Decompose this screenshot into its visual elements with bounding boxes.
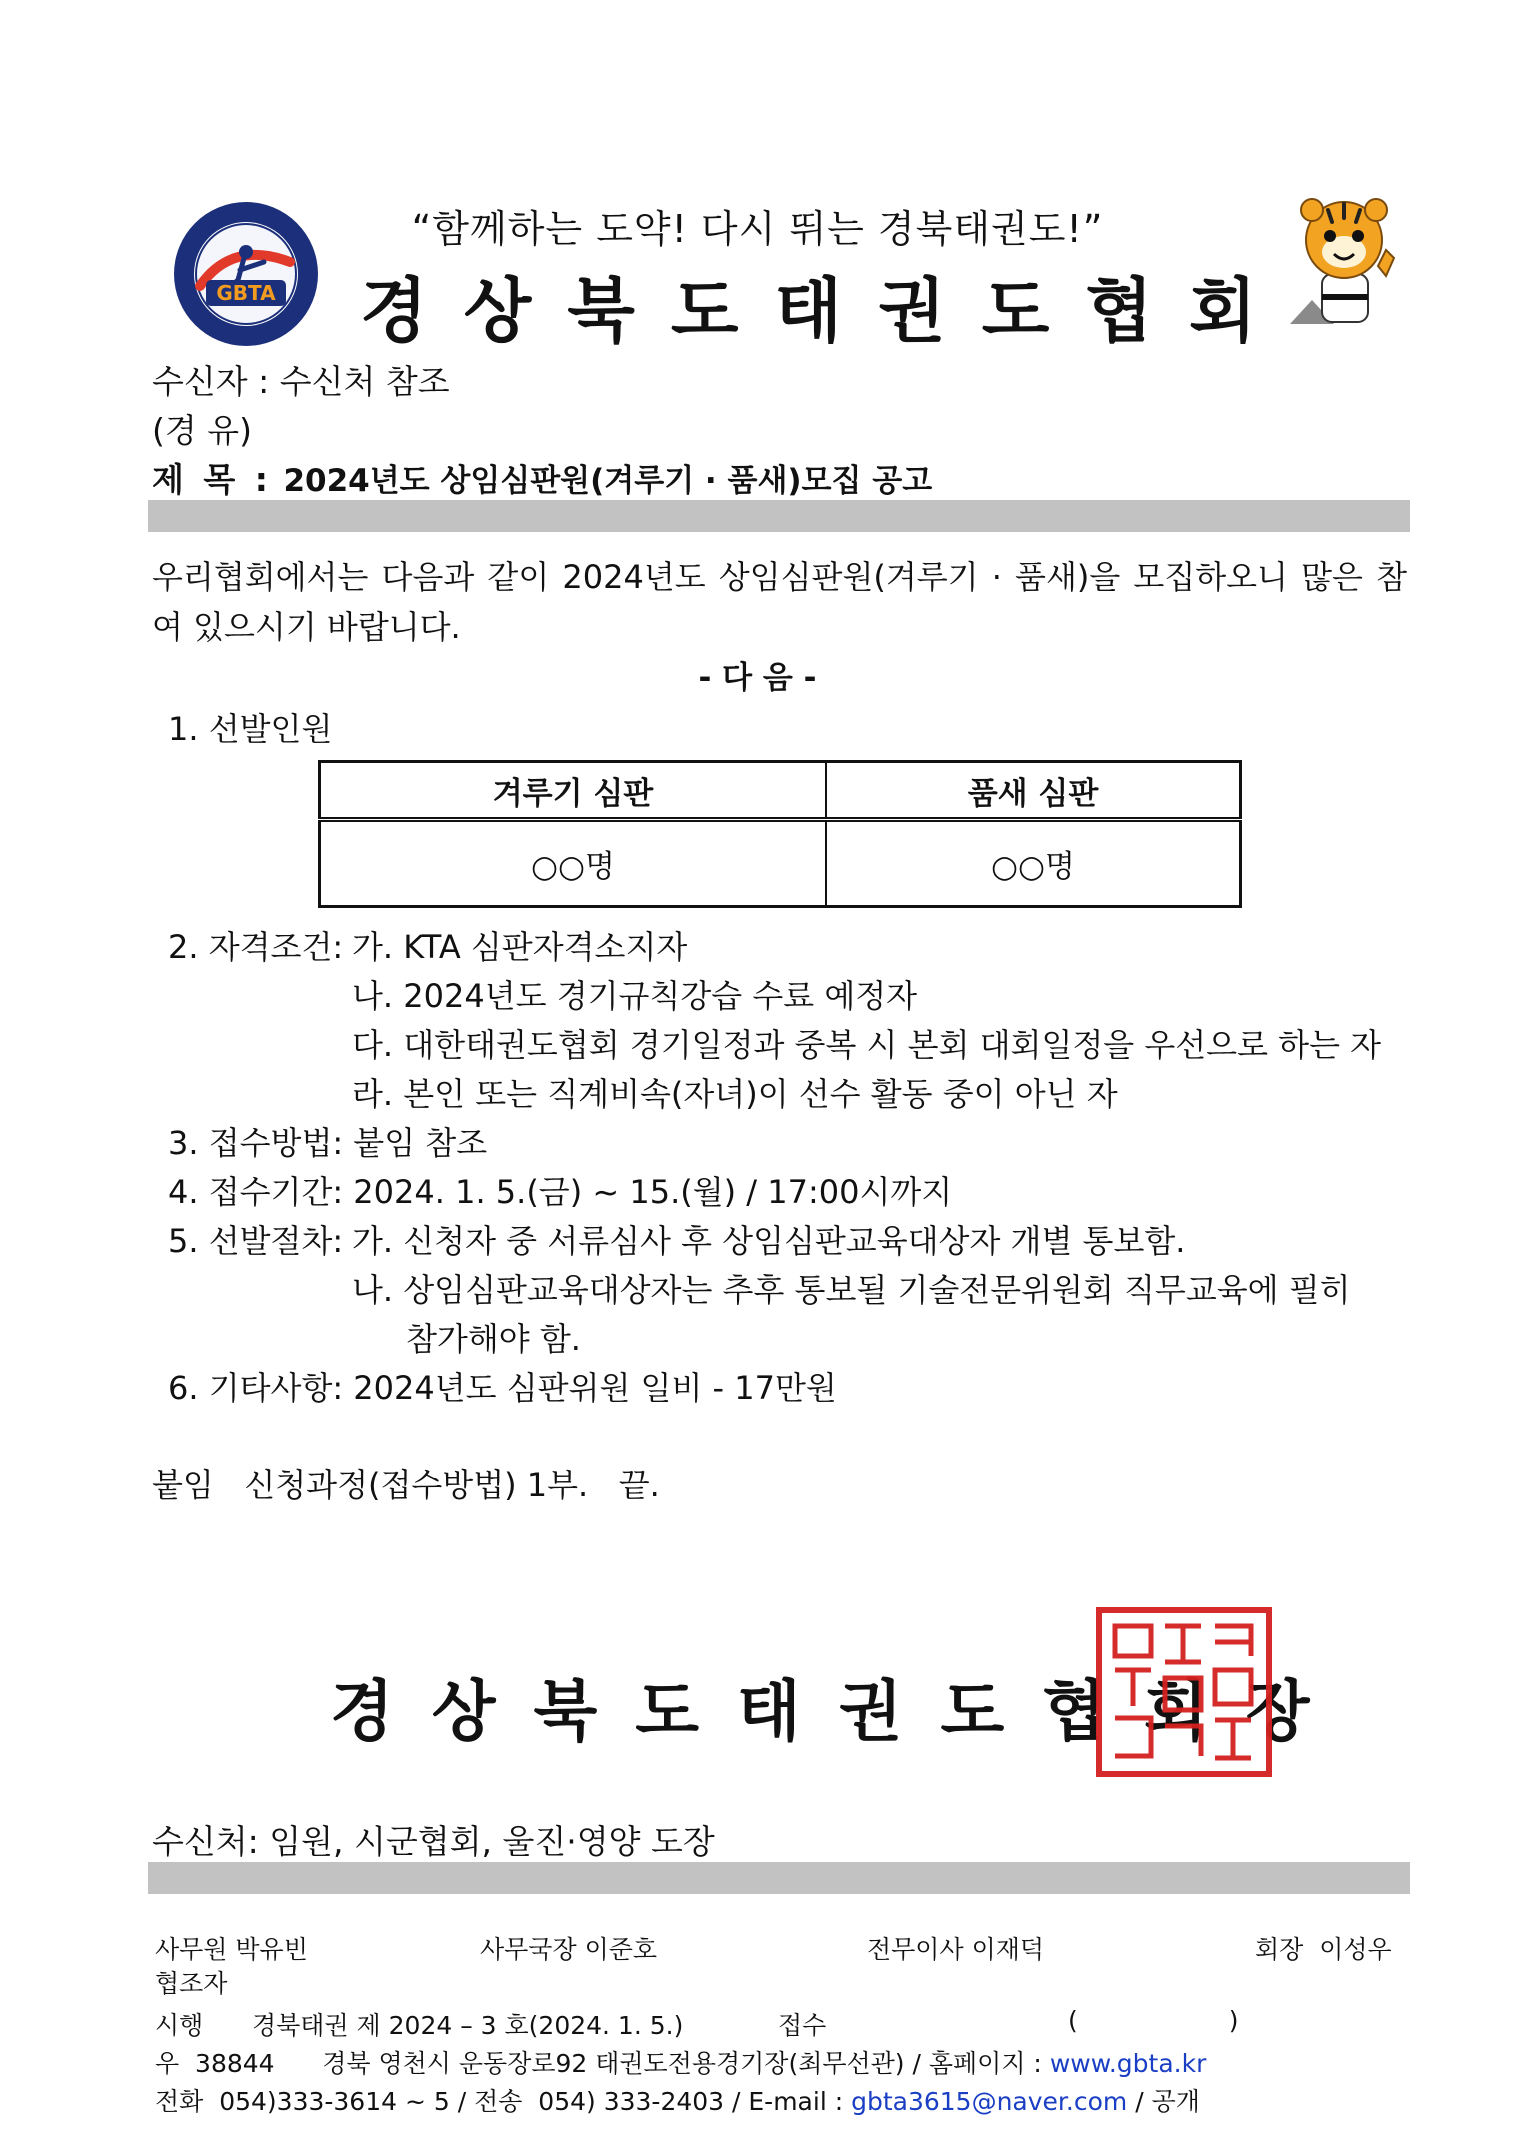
organization-title: 경상북도태권도협회 (360, 270, 1293, 352)
item-5-line-3: 참가해야 함. (406, 1320, 581, 1358)
subject-line (152, 454, 932, 501)
receipt-value: ( ) (1068, 2006, 1239, 2035)
tiger-mascot-icon (1282, 196, 1404, 336)
official-seal-icon (1095, 1606, 1273, 1778)
table-cell-kyorugi: ○○명 (530, 849, 615, 885)
item-2-line-4: 라. 본인 또는 직계비속(자녀)이 선수 활동 중이 아닌 자 (352, 1075, 1118, 1113)
staff-3: 전무이사 이재덕 (867, 1935, 1045, 1964)
collaborator-label: 협조자 (155, 1969, 228, 1998)
intro-paragraph: 우리협회에서는 다음과 같이 2024년도 상임심판원(겨루기 · 품새)을 모집하오니 많은 참여 있으시기 바랍니다. (152, 558, 1407, 646)
item-2-label: 2. 자격조건: (168, 928, 344, 966)
via-line: (경 유) (152, 411, 252, 450)
logo-text: GBTA (216, 281, 276, 305)
staff-4: 회장 이성우 (1255, 1935, 1392, 1964)
item-2-line-3: 다. 대한태권도협회 경기일정과 중복 시 본회 대회일정을 우선으로 하는 자 (352, 1026, 1382, 1064)
receipt-label: 접수 (778, 2011, 827, 2040)
address-line: 우 38844 경북 영천시 운동장로92 태권도전용경기장(최무선관) / 홈페이지 : www.gbta.kr (155, 2049, 1207, 2078)
subject-text: 2024년도 상임심판원(겨루기 · 품새)모집 공고 (283, 463, 933, 499)
header-divider (148, 500, 1410, 532)
item-4: 4. 접수기간: 2024. 1. 5.(금) ~ 15.(월) / 17:00시까지 (168, 1173, 953, 1211)
selection-table (318, 760, 1242, 908)
enforce-number: 경북태권 제 2024 – 3 호(2024. 1. 5.) (252, 2011, 684, 2040)
association-logo (172, 200, 320, 348)
slogan: “함께하는 도약! 다시 뛰는 경북태권도!” (411, 207, 1104, 251)
subject-label: 제 목 : (152, 460, 272, 499)
homepage-link[interactable]: www.gbta.kr (1049, 2049, 1207, 2078)
next-heading: - 다 음 - (698, 660, 817, 696)
item-1: 1. 선발인원 (168, 710, 333, 748)
item-5-line-1: 가. 신청자 중 서류심사 후 상임심판교육대상자 개별 통보함. (352, 1222, 1186, 1260)
footer-divider (148, 1862, 1410, 1894)
signature-title: 경상북도태권도협회장 (330, 1673, 1348, 1750)
item-5-label: 5. 선발절차: (168, 1222, 344, 1260)
table-header-poomsae: 품새 심판 (826, 762, 1241, 820)
item-5-line-2: 나. 상임심판교육대상자는 추후 통보될 기술전문위원회 직무교육에 필히 (352, 1271, 1351, 1309)
item-6: 6. 기타사항: 2024년도 심판위원 일비 - 17만원 (168, 1369, 837, 1407)
distribution-line: 수신처: 임원, 시군협회, 울진·영양 도장 (152, 1822, 715, 1861)
enforce-label: 시행 (155, 2011, 204, 2040)
staff-2: 사무국장 이준호 (480, 1935, 658, 1964)
contact-line: 전화 054)333-3614 ~ 5 / 전송 054) 333-2403 / E-mail : gbta3615@naver.com / 공개 (155, 2087, 1200, 2116)
recipient-line: 수신자 : 수신처 참조 (152, 362, 450, 401)
table-header-kyorugi: 겨루기 심판 (320, 762, 826, 820)
item-3: 3. 접수방법: 붙임 참조 (168, 1124, 488, 1162)
item-2-line-2: 나. 2024년도 경기규칙강습 수료 예정자 (352, 977, 918, 1015)
table-cell-poomsae: ○○명 (826, 820, 1241, 907)
item-2-line-1: 가. KTA 심판자격소지자 (352, 928, 688, 966)
attachment-line: 붙임 신청과정(접수방법) 1부. 끝. (152, 1466, 660, 1504)
email-link[interactable]: gbta3615@naver.com (851, 2087, 1128, 2116)
staff-1: 사무원 박유빈 (155, 1935, 308, 1964)
